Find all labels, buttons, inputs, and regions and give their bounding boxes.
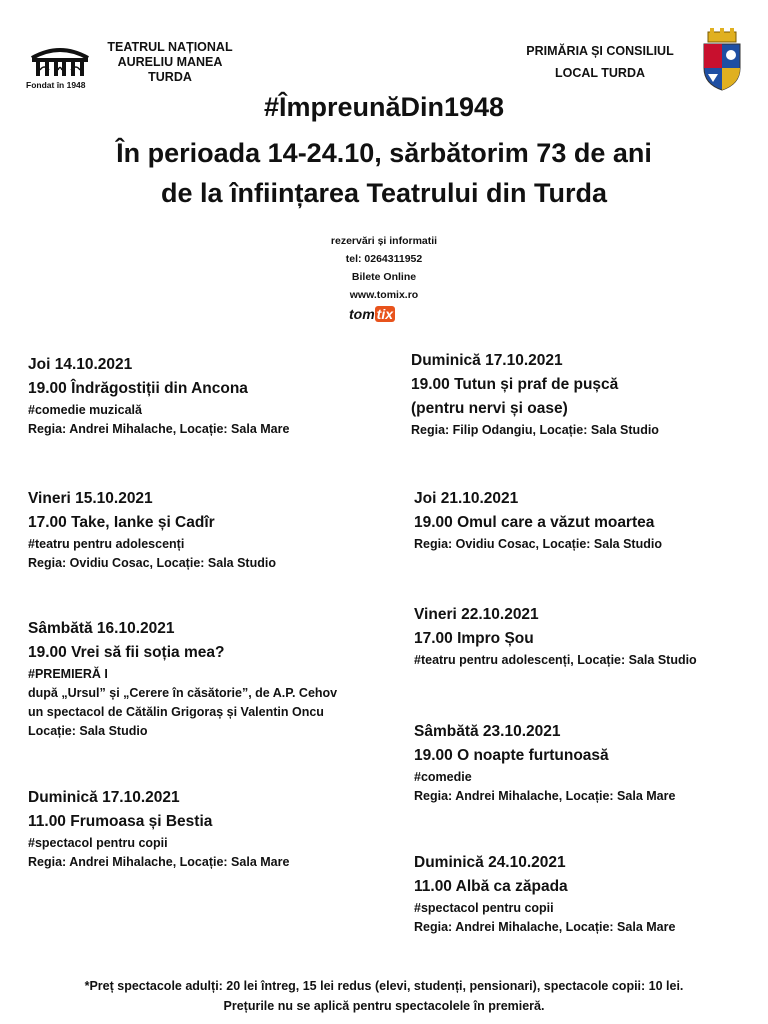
- event-block: [28, 786, 388, 872]
- event-date: Duminică 17.10.2021: [28, 789, 180, 806]
- event-location: Locație: Sala Studio: [28, 724, 148, 738]
- event-details: Regia: Ovidiu Cosac, Locație: Sala Studio: [414, 537, 662, 551]
- premiere-note: Prețurile nu se aplică pentru spectacolele în premieră.: [223, 999, 545, 1013]
- headline-line1: În perioada 14-24.10, sărbătorim 73 de ani: [116, 138, 652, 168]
- event-details: Regia: Andrei Mihalache, Locație: Sala Mare: [28, 855, 290, 869]
- event-date: Vineri 15.10.2021: [28, 490, 153, 507]
- event-block: [414, 720, 768, 806]
- contact-online: Bilete Online: [351, 271, 417, 283]
- event-details: Regia: Ovidiu Cosac, Locație: Sala Studio: [28, 556, 276, 570]
- event-details: #teatru pentru adolescenți, Locație: Sala Studio: [414, 653, 697, 667]
- event-title: 17.00 Impro Șou: [414, 630, 534, 647]
- event-tag: #spectacol pentru copii: [414, 901, 554, 915]
- event-block: [414, 487, 768, 554]
- tomix-logo-accent: tix: [376, 306, 394, 322]
- event-title: 19.00 Vrei să fii soția mea?: [28, 644, 225, 661]
- event-tag: #comedie: [414, 770, 472, 784]
- event-details: Regia: Filip Odangiu, Locație: Sala Studio: [411, 423, 659, 437]
- price-note: *Preț spectacole adulți: 20 lei întreg, 15 lei redus (elevi, studenți, pensionari), spectacole copii: 10 lei.: [84, 979, 684, 993]
- event-date: Joi 21.10.2021: [414, 490, 519, 507]
- event-tag: #PREMIERĂ I: [28, 667, 108, 681]
- event-details: după „Ursul” și „Cerere în căsătorie”, de A.P. Cehov: [28, 686, 338, 700]
- event-tag: #comedie muzicală: [28, 403, 142, 417]
- event-block: [414, 851, 768, 937]
- event-block: [414, 603, 764, 670]
- mayor-name: [505, 40, 695, 84]
- founded-text: Fondat în 1948: [26, 80, 86, 90]
- event-block: [411, 349, 768, 440]
- event-date: Duminică 24.10.2021: [414, 854, 566, 871]
- mayor-name-line2: LOCAL TURDA: [554, 66, 646, 80]
- event-title: 19.00 Omul care a văzut moartea: [414, 514, 655, 531]
- theatre-name-line2: AURELIU MANEA: [117, 55, 223, 69]
- event-title: 11.00 Albă ca zăpada: [414, 878, 568, 895]
- tomix-logo[interactable]: [349, 306, 419, 326]
- headline-line2: de la înființarea Teatrului din Turda: [160, 178, 608, 208]
- contact-block: [284, 232, 484, 304]
- event-title: 19.00 O noapte furtunoasă: [414, 747, 609, 764]
- theatre-name: [100, 40, 240, 85]
- event-date: Vineri 22.10.2021: [414, 606, 539, 623]
- mayor-name-line1: PRIMĂRIA ȘI CONSILIUL: [526, 44, 674, 58]
- event-details: un spectacol de Cătălin Grigoraș și Valentin Oncu: [28, 705, 324, 719]
- contact-site-link[interactable]: www.tomix.ro: [349, 289, 419, 301]
- event-details: Regia: Andrei Mihalache, Locație: Sala Mare: [414, 789, 676, 803]
- event-date: Sâmbătă 23.10.2021: [414, 723, 561, 740]
- event-title: 11.00 Frumoasa și Bestia: [28, 813, 213, 830]
- event-title: 17.00 Take, Ianke și Cadîr: [28, 514, 215, 531]
- event-date: Sâmbătă 16.10.2021: [28, 620, 175, 637]
- event-details: Regia: Andrei Mihalache, Locație: Sala Mare: [414, 920, 676, 934]
- hashtag-heading: #ÎmpreunăDin1948: [263, 92, 505, 122]
- event-block: [28, 487, 388, 573]
- theatre-name-line1: TEATRUL NAȚIONAL: [107, 40, 233, 54]
- event-block: [28, 617, 388, 741]
- event-tag: #teatru pentru adolescenți: [28, 537, 185, 551]
- event-block: [28, 353, 388, 439]
- event-date: Duminică 17.10.2021: [411, 352, 563, 369]
- event-title: 19.00 Îndrăgostiții din Ancona: [28, 380, 248, 397]
- contact-label: rezervări și informatii: [330, 235, 438, 247]
- theatre-name-line3: TURDA: [148, 70, 192, 84]
- turda-crest-icon: [700, 28, 744, 92]
- event-details: Regia: Andrei Mihalache, Locație: Sala Mare: [28, 422, 290, 436]
- event-title-continued: (pentru nervi și oase): [411, 400, 568, 417]
- tomix-logo-text: tom: [349, 306, 375, 322]
- event-date: Joi 14.10.2021: [28, 356, 133, 373]
- event-title: 19.00 Tutun și praf de pușcă: [411, 376, 619, 393]
- contact-phone[interactable]: tel: 0264311952: [345, 253, 423, 265]
- event-tag: #spectacol pentru copii: [28, 836, 168, 850]
